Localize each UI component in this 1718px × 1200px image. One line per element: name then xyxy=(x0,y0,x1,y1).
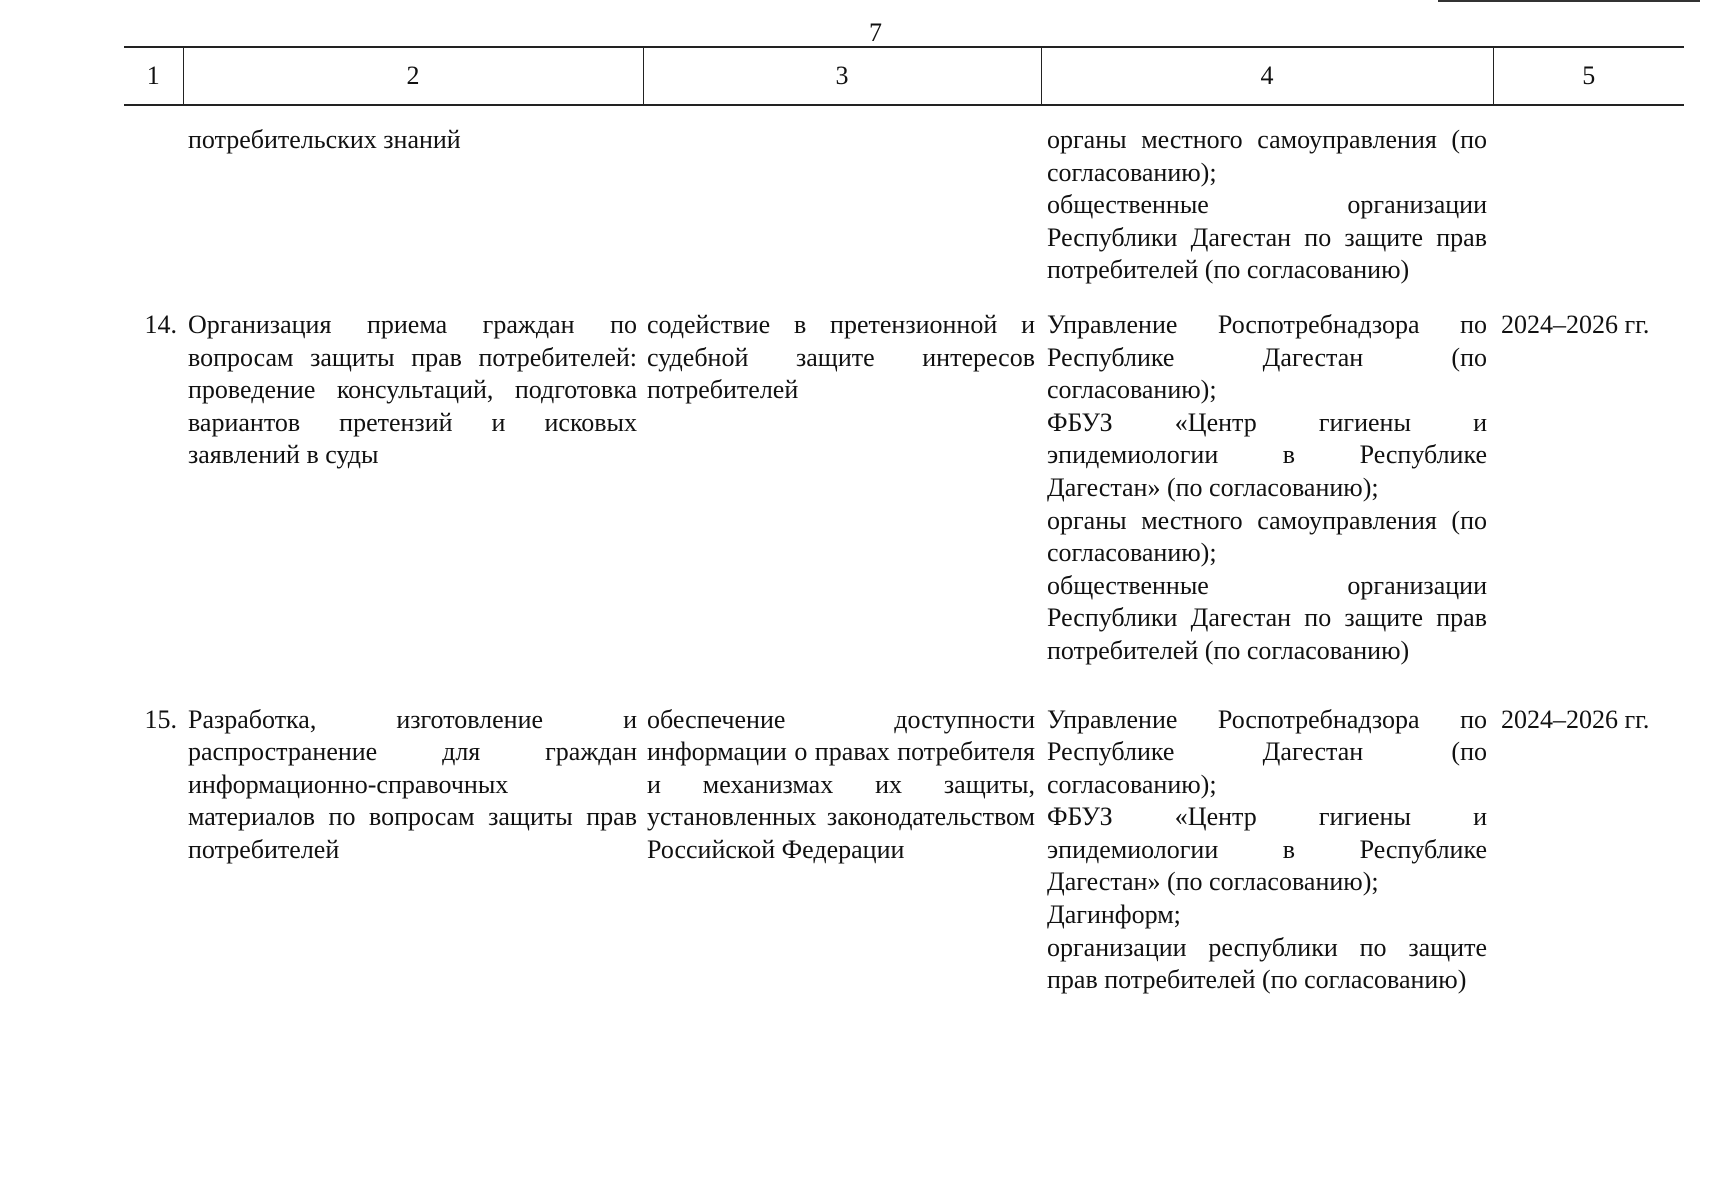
column-number-header xyxy=(124,47,1684,105)
executor-line: ФБУЗ «Центр гигиены и эпидемиологии в Республике Дагестан» (по согласованию); xyxy=(1047,407,1487,502)
column-header-5: 5 xyxy=(1493,47,1684,105)
row-number-cell: 15. xyxy=(144,704,177,734)
row-number-cell: 14. xyxy=(144,309,177,339)
executor-line: общественные организации Республики Дагестан по защите прав потребителей (по согласованию) xyxy=(1047,190,1487,285)
executor-line: Управление Роспотребнадзора по Республике Дагестан (по согласованию); xyxy=(1047,704,1487,799)
column-header-2: 2 xyxy=(183,47,643,105)
result-cell: содействие в претензионной и судебной защите интересов потребителей xyxy=(647,309,1035,405)
measures-table xyxy=(124,46,1684,1033)
table-row-continuation xyxy=(124,105,1684,309)
table-row-14 xyxy=(124,309,1684,704)
period-cell: 2024–2026 гг. xyxy=(1501,704,1650,734)
executors-cell xyxy=(1041,704,1493,1033)
page-number: 7 xyxy=(869,18,882,47)
period-cell xyxy=(1493,105,1684,309)
action-cell: Разработка, изготовление и распространение для граждан информационно-справочных материалов по вопросам защиты прав потребителей xyxy=(188,704,637,864)
executor-line: органы местного самоуправления (по согласованию); xyxy=(1047,125,1487,187)
executor-line: общественные организации Республики Дагестан по защите прав потребителей (по согласованию) xyxy=(1047,570,1487,665)
executors-cell xyxy=(1041,105,1493,309)
period-cell: 2024–2026 гг. xyxy=(1501,309,1650,339)
executor-line: Управление Роспотребнадзора по Республике Дагестан (по согласованию); xyxy=(1047,309,1487,405)
result-cell xyxy=(643,105,1041,309)
column-header-4: 4 xyxy=(1041,47,1493,105)
action-cell: потребительских знаний xyxy=(188,125,461,154)
executor-line: организации республики по защите прав потребителей (по согласованию) xyxy=(1047,932,1487,995)
executor-line: ФБУЗ «Центр гигиены и эпидемиологии в Республике Дагестан» (по согласованию); xyxy=(1047,802,1487,897)
column-header-1: 1 xyxy=(124,47,183,105)
table-row-15 xyxy=(124,704,1684,1033)
top-rule xyxy=(1438,0,1700,2)
executor-line: органы местного самоуправления (по согласованию); xyxy=(1047,505,1487,568)
column-header-3: 3 xyxy=(643,47,1041,105)
result-cell: обеспечение доступности информации о правах потребителя и механизмах их защиты, установленных законодательством Российской Федерации xyxy=(647,704,1035,864)
executors-cell xyxy=(1041,309,1493,704)
action-cell: Организация приема граждан по вопросам защиты прав потребителей: проведение консультаций, подготовка вариантов претензий и исковых заявлений в суды xyxy=(188,309,637,470)
executor-line: Дагинформ; xyxy=(1047,900,1181,930)
row-number-cell xyxy=(124,105,183,309)
